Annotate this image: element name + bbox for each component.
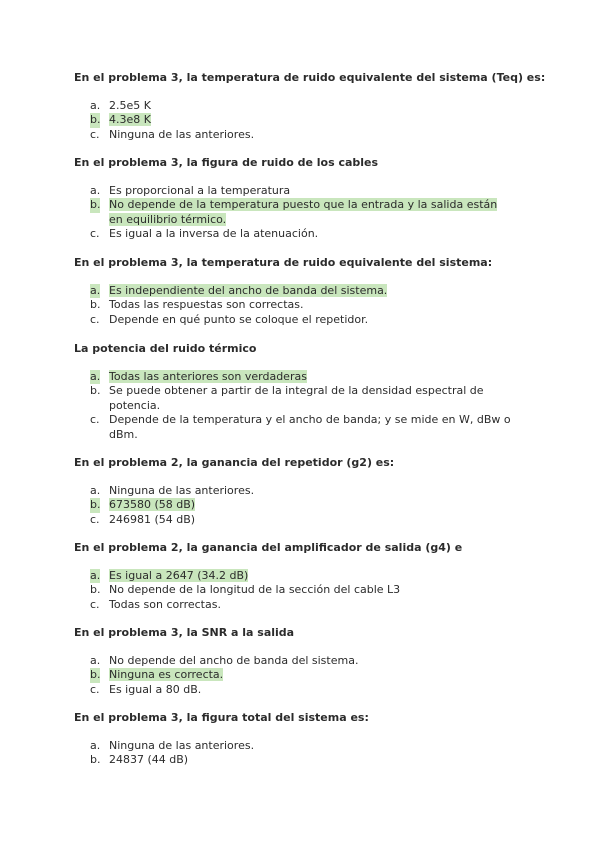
option-list: [74, 569, 534, 612]
option-letter: c.: [90, 227, 100, 241]
option-text-line-2: potencia.: [109, 398, 161, 412]
question-text: En el problema 3, la figura de ruido de los cables: [74, 156, 379, 169]
option-text: Es independiente del ancho de banda del sistema.: [109, 284, 388, 297]
option-b: [74, 298, 534, 312]
option-a: [74, 99, 534, 113]
option-b: [74, 113, 534, 127]
option-a: [74, 370, 534, 384]
option-list: [74, 99, 534, 142]
option-c: [74, 413, 534, 442]
option-letter: b.: [90, 583, 101, 597]
option-letter: c.: [90, 682, 100, 696]
option-letter: b.: [90, 498, 101, 512]
option-a: [74, 284, 534, 298]
option-letter: a.: [90, 739, 101, 752]
question-text: En el problema 2, la ganancia del amplificador de salida (g4) e: [74, 541, 463, 554]
option-letter: b.: [90, 668, 101, 682]
option-b: [74, 498, 534, 512]
option-letter: b.: [90, 298, 101, 312]
option-text-line-2: dBm.: [109, 427, 138, 441]
option-list: [74, 484, 534, 527]
option-text: Es igual a la inversa de la atenuación.: [109, 227, 319, 241]
question-5: [74, 456, 534, 527]
option-letter: b.: [90, 384, 101, 398]
option-a: [74, 484, 534, 498]
option-a: [74, 569, 534, 583]
option-text: 673580 (58 dB): [109, 498, 196, 512]
question-text: En el problema 3, la figura total del sistema es:: [74, 711, 369, 724]
option-b: [74, 384, 534, 413]
option-text-line-1: Se puede obtener a partir de la integral de la densidad espectral de: [109, 384, 484, 398]
option-c: [74, 227, 534, 241]
question-7: [74, 626, 534, 697]
option-text: Es proporcional a la temperatura: [109, 184, 291, 197]
question-2: [74, 156, 534, 242]
option-list: [74, 184, 534, 242]
question-3: [74, 256, 534, 327]
question-6: [74, 541, 534, 612]
option-letter: b.: [90, 753, 101, 767]
option-c: [74, 513, 534, 527]
option-text-line-1: Depende de la temperatura y el ancho de banda; y se mide en W, dBw o: [109, 413, 511, 427]
question-text: En el problema 3, la SNR a la salida: [74, 626, 295, 639]
option-text: No depende de la longitud de la sección del cable L3: [109, 583, 401, 597]
option-a: [74, 739, 534, 753]
option-b: [74, 198, 534, 227]
option-b: [74, 753, 534, 767]
option-c: [74, 313, 534, 327]
option-text: Depende en qué punto se coloque el repetidor.: [109, 312, 369, 326]
option-list: [74, 370, 534, 442]
option-text: 4.3e8 K: [109, 113, 151, 127]
option-text-line-2: en equilibrio térmico.: [109, 212, 227, 226]
question-1: [74, 71, 546, 142]
option-letter: a.: [90, 370, 101, 383]
question-4: [74, 342, 534, 442]
option-text: 2.5e5 K: [109, 99, 151, 112]
option-letter: b.: [90, 198, 101, 212]
question-text: En el problema 3, la temperatura de ruido equivalente del sistema:: [74, 256, 493, 269]
option-letter: a.: [90, 184, 101, 197]
option-text: Es igual a 80 dB.: [109, 682, 202, 696]
option-text: Todas son correctas.: [109, 597, 221, 611]
option-b: [74, 583, 534, 597]
option-c: [74, 128, 534, 142]
question-text: En el problema 3, la temperatura de ruido equivalente del sistema (Teq) es:: [74, 71, 546, 84]
option-text-line-1: No depende de la temperatura puesto que la entrada y la salida están: [109, 198, 498, 212]
option-list: [74, 284, 534, 327]
option-text: Todas las respuestas son correctas.: [109, 298, 304, 312]
option-letter: b.: [90, 113, 101, 127]
option-text: Ninguna es correcta.: [109, 668, 224, 682]
option-letter: a.: [90, 654, 101, 667]
option-letter: a.: [90, 99, 101, 112]
option-letter: a.: [90, 484, 101, 497]
option-letter: c.: [90, 512, 100, 526]
option-text: Todas las anteriores son verdaderas: [109, 370, 307, 383]
option-text: 24837 (44 dB): [109, 753, 189, 767]
question-text: La potencia del ruido térmico: [74, 342, 257, 355]
option-c: [74, 598, 534, 612]
option-c: [74, 683, 534, 697]
option-letter: c.: [90, 413, 100, 427]
question-text: En el problema 2, la ganancia del repetidor (g2) es:: [74, 456, 395, 469]
option-letter: c.: [90, 597, 100, 611]
option-text: Ninguna de las anteriores.: [109, 484, 255, 497]
option-text: No depende del ancho de banda del sistema.: [109, 654, 359, 667]
option-b: [74, 668, 534, 682]
option-a: [74, 654, 534, 668]
option-text: Es igual a 2647 (34.2 dB): [109, 569, 249, 582]
option-letter: c.: [90, 312, 100, 326]
option-text: Ninguna de las anteriores.: [109, 127, 255, 141]
option-list: [74, 739, 534, 768]
option-letter: a.: [90, 569, 101, 582]
option-a: [74, 184, 534, 198]
option-list: [74, 654, 534, 697]
option-letter: c.: [90, 127, 100, 141]
option-letter: a.: [90, 284, 101, 297]
question-8: [74, 711, 534, 768]
option-text: Ninguna de las anteriores.: [109, 739, 255, 752]
option-text: 246981 (54 dB): [109, 512, 196, 526]
